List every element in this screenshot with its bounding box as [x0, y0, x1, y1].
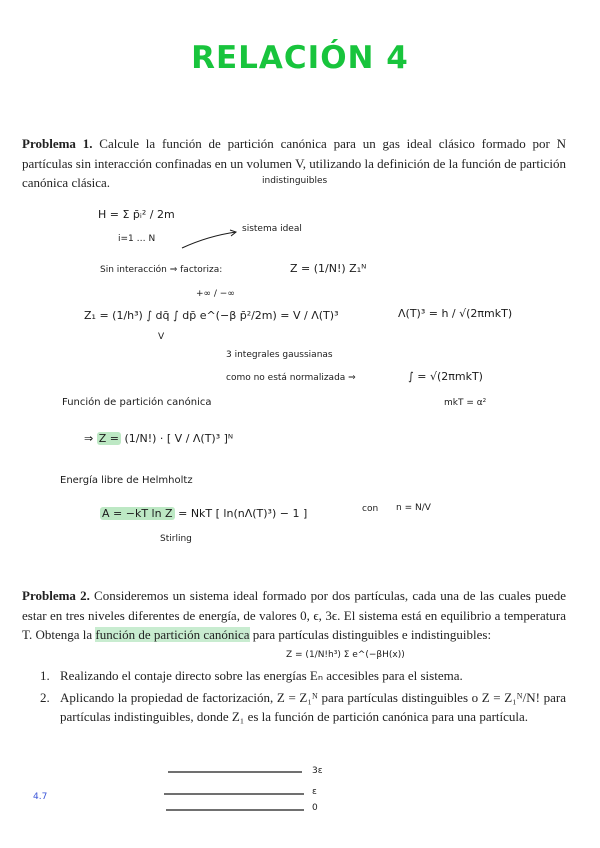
note-no-normalizada: como no está normalizada ⇒ [226, 373, 356, 383]
list-item [40, 688, 566, 727]
note-z-factor: Z = (1/N!) Z₁ᴺ [290, 262, 367, 275]
note-a-formula [100, 507, 307, 520]
note-z-highlight: Z = [98, 432, 119, 445]
list-item [40, 666, 566, 686]
note-arrow: ⇒ [84, 432, 94, 445]
note-integral-v: V [158, 332, 165, 342]
note-hamiltonian: H = Σ p̄ᵢ² / 2m [98, 208, 175, 221]
note-a-rest: = NkT [ ln(nΛ(T)³) − 1 ] [178, 507, 308, 520]
page-number: 4.7 [33, 792, 48, 802]
note-sin-interaccion: Sin interacción ⇒ factoriza: [100, 265, 223, 275]
list-item-text: Realizando el contaje directo sobre las energías Eₙ accesibles para el sistema. [60, 668, 463, 683]
list-item-number: 2. [40, 689, 50, 705]
problem-2-items [40, 666, 566, 727]
page-title: RELACIÓN 4 [191, 40, 409, 76]
problem-1-text: Calcule la función de partición canónica para un gas ideal clásico formado por N partículas sin interacción confinadas en un volumen V, utilizando la definición de la función de partición canónica clásica. [22, 136, 567, 190]
note-gaussianas: 3 integrales gaussianas [226, 350, 333, 360]
level-label-3e: 3ε [312, 766, 323, 776]
problem-2-label: Problema 2. [22, 588, 90, 603]
problem-1-label: Problema 1. [22, 136, 93, 151]
note-integral-result: ∫ = √(2πmkT) [408, 370, 483, 383]
note-funcion-particion: Función de partición canónica [62, 397, 212, 408]
list-item-number: 1. [40, 668, 50, 683]
note-z2-formula: Z = (1/N!h³) Σ e^(−βH(x)) [286, 650, 405, 660]
note-con: con [362, 504, 379, 514]
note-lambda-def: Λ(T)³ = h / √(2πmkT) [398, 307, 513, 320]
list-item-text: Aplicando la propiedad de factorización, Z = Z₁ᴺ para partículas distinguibles o Z = Z₁ᴺ/N! para partículas indistinguibles, donde Z₁ es la función de partición canónica para una partícula. [60, 689, 566, 724]
problem-2-text-b: para partículas distinguibles e indistinguibles: [249, 627, 492, 642]
note-integral-limits: +∞ / −∞ [196, 289, 235, 299]
note-stirling: Stirling [160, 534, 192, 544]
note-sistema-ideal: sistema ideal [242, 224, 302, 234]
note-n-def: n = N/V [396, 503, 431, 513]
level-label-e: ε [312, 787, 317, 797]
note-sum-limits: i=1 … N [118, 234, 156, 244]
note-mkt: mkT = α² [444, 398, 487, 408]
problem-2-text-a: Consideremos un sistema ideal formado por dos partículas, cada una de las cuales puede estar en tres niveles diferentes de energía, de valores 0, ϵ, 3ϵ. El sistema está en equilibrio a temperatura T. Obtenga la [22, 588, 567, 642]
level-label-0: 0 [312, 803, 318, 813]
energy-levels-diagram [160, 764, 310, 816]
problem-2-highlight: función de partición canónica [95, 627, 250, 642]
note-z-result-rest: (1/N!) · [ V / Λ(T)³ ]ᴺ [124, 432, 234, 445]
note-z1-integral: Z₁ = (1/h³) ∫ dq̄ ∫ dp̄ e^(−β p̄²/2m) = V / Λ(T)³ [84, 309, 339, 322]
note-z-result [84, 432, 233, 445]
note-indistinguibles: indistinguibles [262, 176, 328, 186]
problem-2 [22, 586, 566, 645]
note-energia-libre: Energía libre de Helmholtz [60, 475, 193, 486]
arrow-sistema-ideal-icon [180, 228, 240, 250]
note-a-label: A = −kT ln Z [102, 507, 173, 520]
